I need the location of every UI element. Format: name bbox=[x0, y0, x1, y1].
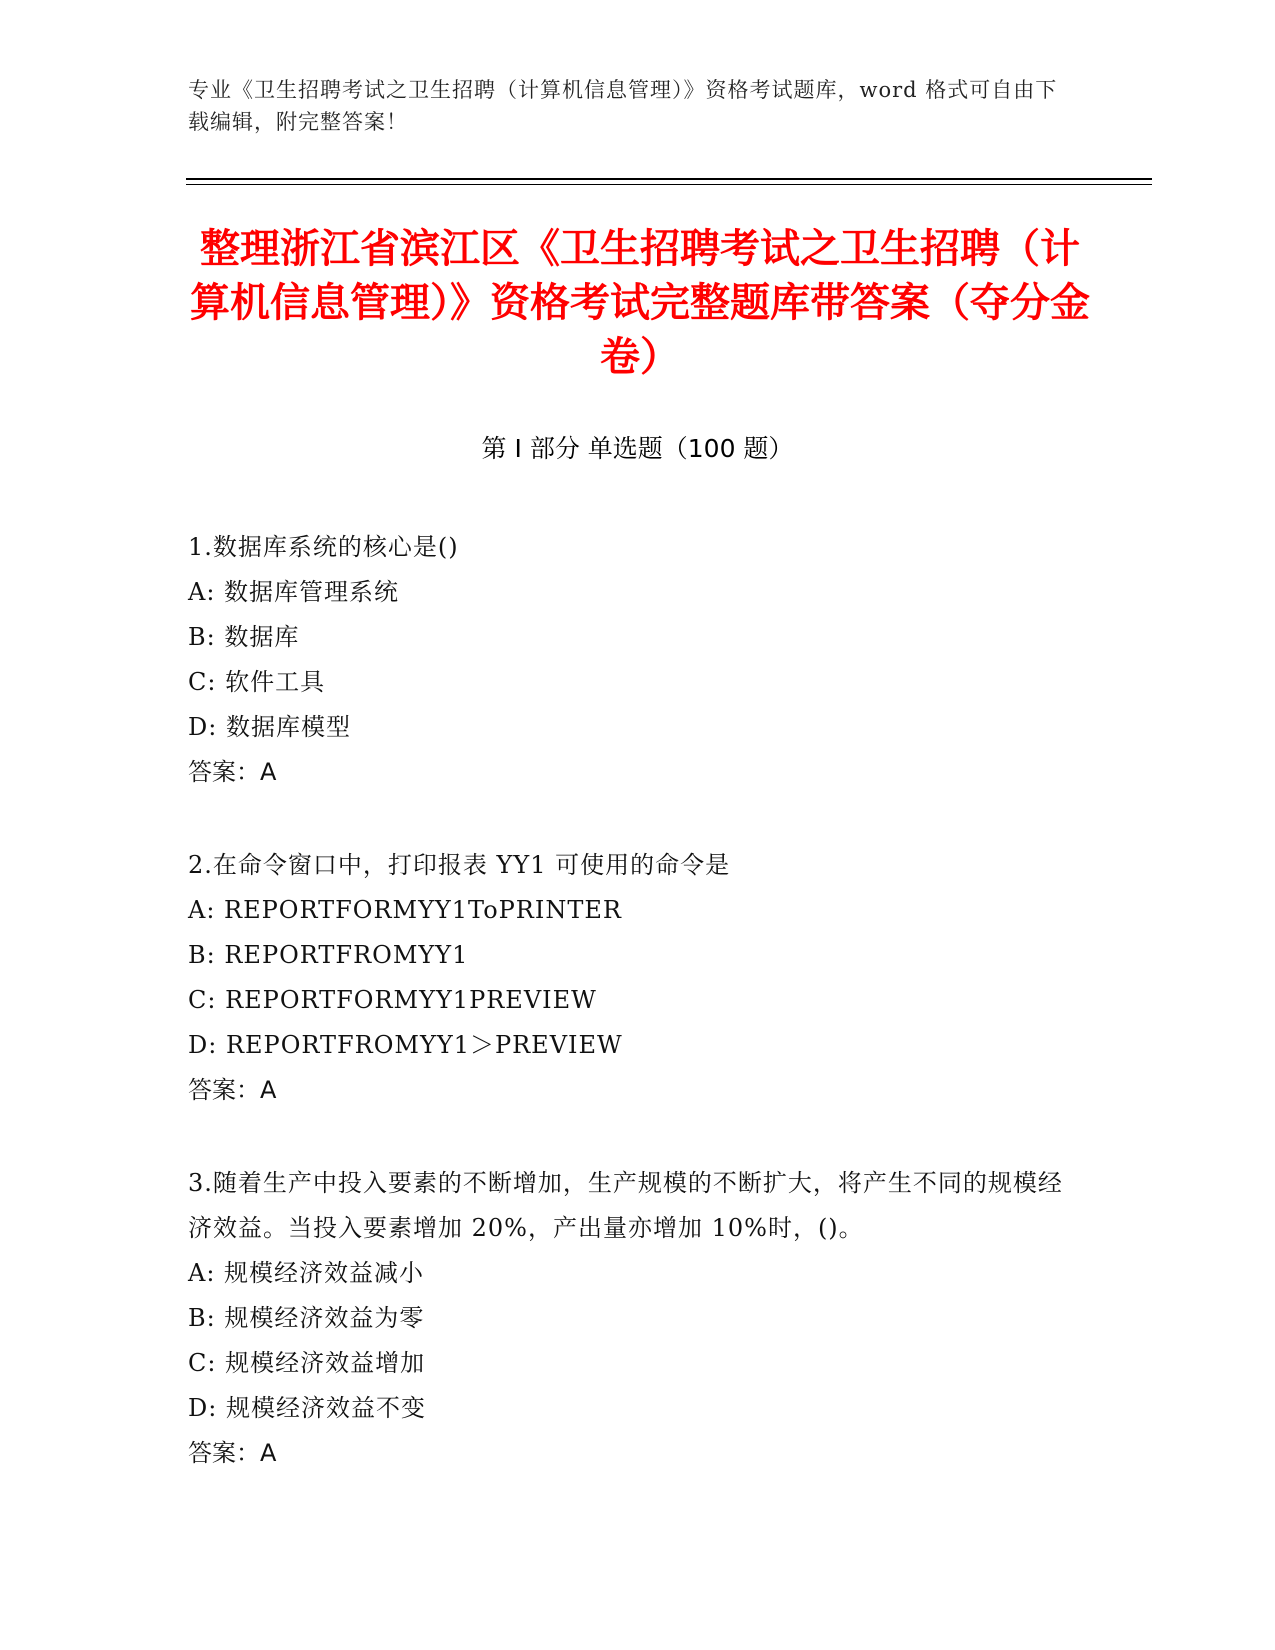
question-2 bbox=[188, 843, 1068, 1113]
header-note: 专业《卫生招聘考试之卫生招聘（计算机信息管理）》资格考试题库，word 格式可自由下载编辑，附完整答案！ bbox=[188, 78, 1058, 134]
answer: 答案：A bbox=[188, 1076, 277, 1104]
answer: 答案：A bbox=[188, 758, 277, 786]
option-d: D: 规模经济效益不变 bbox=[188, 1394, 426, 1422]
question-stem: 2.在命令窗口中，打印报表 YY1 可使用的命令是 bbox=[188, 851, 731, 879]
option-d: D: 数据库模型 bbox=[188, 713, 351, 741]
option-b: B: REPORTFROMYY1 bbox=[188, 941, 469, 969]
option-c: C: 软件工具 bbox=[188, 668, 326, 696]
option-a: A: REPORTFORMYY1ToPRINTER bbox=[188, 896, 622, 924]
question-stem: 3.随着生产中投入要素的不断增加，生产规模的不断扩大，将产生不同的规模经济效益。当投入要素增加 20%，产出量亦增加 10%时，()。 bbox=[188, 1169, 1063, 1242]
option-d: D: REPORTFROMYY1＞PREVIEW bbox=[188, 1031, 623, 1059]
header-divider-thick bbox=[186, 178, 1152, 180]
section-heading: 第 I 部分 单选题（100 题） bbox=[481, 434, 794, 463]
option-b: B: 规模经济效益为零 bbox=[188, 1304, 425, 1332]
option-c: C: 规模经济效益增加 bbox=[188, 1349, 426, 1377]
option-c: C: REPORTFORMYY1PREVIEW bbox=[188, 986, 597, 1014]
question-3 bbox=[188, 1161, 1068, 1476]
header-divider-thin bbox=[186, 184, 1152, 185]
question-1 bbox=[188, 525, 1068, 795]
option-b: B: 数据库 bbox=[188, 623, 300, 651]
option-a: A: 规模经济效益减小 bbox=[188, 1259, 425, 1287]
document-title: 整理浙江省滨江区《卫生招聘考试之卫生招聘（计算机信息管理）》资格考试完整题库带答案（夺分金卷） bbox=[190, 226, 1090, 380]
question-stem: 1.数据库系统的核心是() bbox=[188, 533, 459, 561]
answer: 答案：A bbox=[188, 1439, 277, 1467]
option-a: A: 数据库管理系统 bbox=[188, 578, 400, 606]
